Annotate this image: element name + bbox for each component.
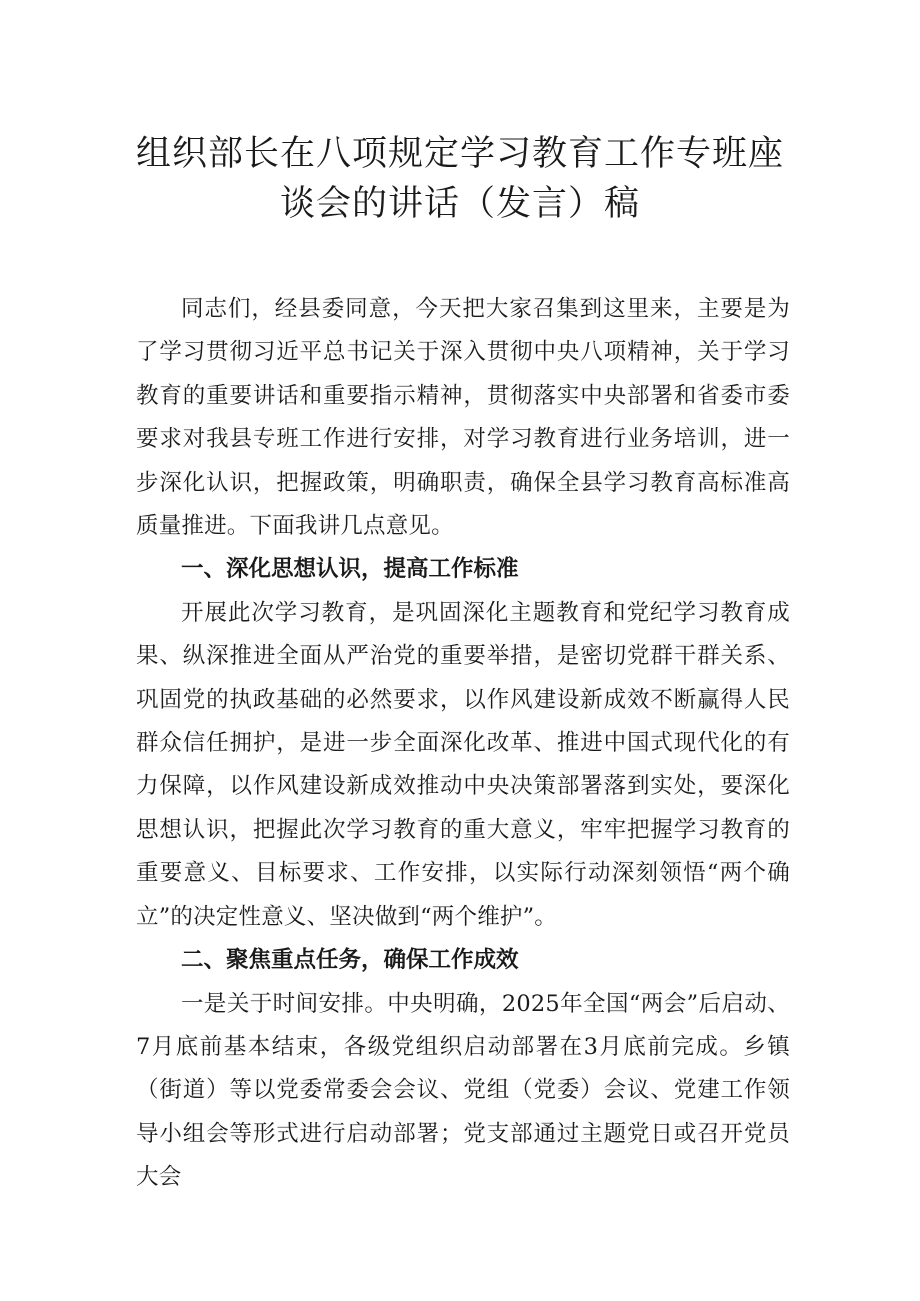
paragraph-intro: 同志们，经县委同意，今天把大家召集到这里来，主要是为了学习贯彻习近平总书记关于深入贯彻中央八项精神，关于学习教育的重要讲话和重要指示精神，贯彻落实中央部署和省委市委要求对我县专班工作进行安排，对学习教育进行业务培训，进一步深化认识，把握政策，明确职责，确保全县学习教育高标准高质量推进。下面我讲几点意见。 bbox=[136, 296, 790, 540]
section-heading-1: 一、深化思想认识，提高工作标准 bbox=[181, 556, 519, 583]
document-title-line1: 组织部长在八项规定学习教育工作专班座 bbox=[135, 134, 784, 174]
paragraph-section-2: 一是关于时间安排。中央明确，2025年全国“两会”后启动、7月底前基本结束，各级党组织启动部署在3月底前完成。乡镇（街道）等以党委常委会会议、党组（党委）会议、党建工作领导小组会等形式进行启动部署；党支部通过主题党日或召开党员大会 bbox=[136, 990, 790, 1191]
document-body bbox=[136, 288, 790, 1200]
paragraph-section-1: 开展此次学习教育，是巩固深化主题教育和党纪学习教育成果、纵深推进全面从严治党的重要举措，是密切党群干群关系、巩固党的执政基础的必然要求，以作风建设新成效不断赢得人民群众信任拥护，是进一步全面深化改革、推进中国式现代化的有力保障，以作风建设新成效推动中央决策部署落到实处，要深化思想认识，把握此次学习教育的重大意义，牢牢把握学习教育的重要意义、目标要求、工作安排，以实际行动深刻领悟“两个确立”的决定性意义、坚决做到“两个维护”。 bbox=[136, 599, 790, 930]
section-heading-2: 二、聚焦重点任务，确保工作成效 bbox=[181, 947, 519, 974]
document-title-line2: 谈会的讲话（发言）稿 bbox=[279, 184, 640, 224]
